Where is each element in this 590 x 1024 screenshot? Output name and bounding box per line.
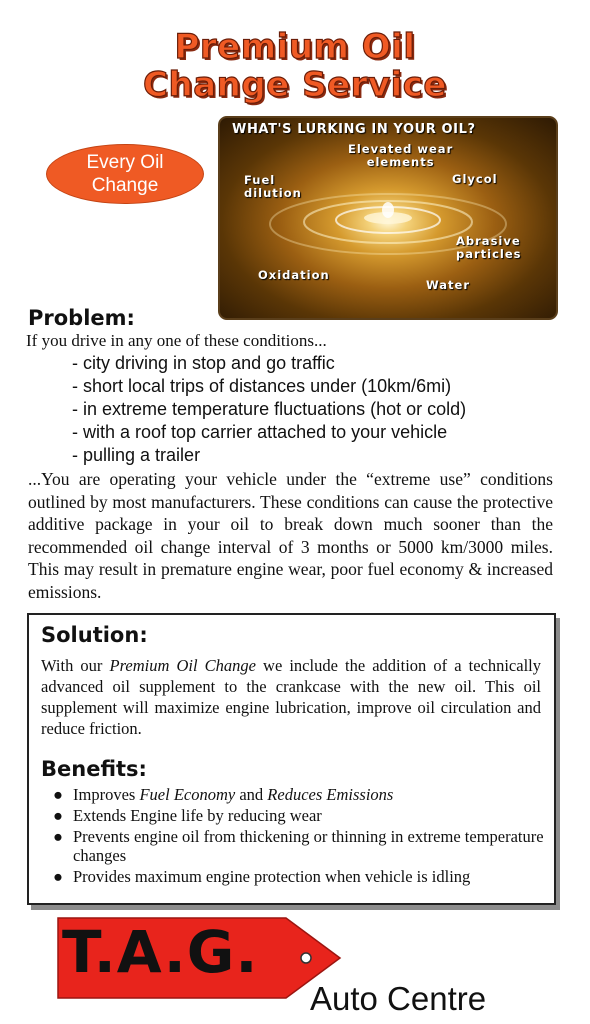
bullet-icon: ●: [53, 867, 63, 886]
oil-image-header: WHAT'S LURKING IN YOUR OIL?: [232, 122, 476, 137]
badge-line-2: Change: [91, 175, 159, 196]
title-line-1: Premium Oil: [174, 27, 416, 67]
label-oxidation: Oxidation: [258, 268, 330, 282]
page-title: [0, 28, 590, 104]
label-water: Water: [426, 278, 471, 292]
list-item: ● Prevents engine oil from thickening or thinning in extreme temperature changes: [53, 827, 544, 865]
oil-contaminants-image: [218, 116, 558, 320]
badge-line-1: Every Oil: [86, 152, 164, 173]
list-item: - city driving in stop and go traffic: [72, 353, 335, 373]
auto-centre-label: Auto Centre: [310, 980, 487, 1017]
list-item: ● Improves Fuel Economy and Reduces Emissions: [53, 785, 394, 804]
tag-logo-text: T.A.G.: [62, 918, 259, 986]
solution-heading: Solution:: [41, 623, 148, 647]
list-item: ● Extends Engine life by reducing wear: [53, 806, 322, 825]
bullet-icon: ●: [53, 785, 63, 804]
title-line-2: Change Service: [143, 65, 447, 105]
benefits-list: [53, 785, 549, 888]
label-fuel-dilution: Fuel dilution: [244, 173, 302, 200]
problem-heading: Problem:: [28, 306, 135, 330]
solution-paragraph: With our Premium Oil Change we include the addition of a technically advanced oil supplement to the crankcase with the new oil. This oil supplement will maximize engine lubrication, improve oil circulation and reduce friction.: [41, 656, 541, 738]
label-glycol: Glycol: [452, 172, 498, 186]
conditions-list: [72, 352, 466, 467]
benefits-heading: Benefits:: [41, 757, 147, 781]
list-item: ● Provides maximum engine protection when vehicle is idling: [53, 867, 471, 886]
list-item: - in extreme temperature fluctuations (hot or cold): [72, 399, 467, 419]
list-item: - short local trips of distances under (10km/6mi): [72, 376, 452, 396]
problem-intro: If you drive in any one of these conditions...: [26, 331, 327, 350]
problem-paragraph: ...You are operating your vehicle under the “extreme use” conditions outlined by most manufacturers. These conditions can cause the protective additive package in your oil to break down much sooner than the recommended oil change interval of 3 months or 5000 km/3000 miles. This may result in premature engine wear, poor fuel economy & increased emissions.: [28, 469, 553, 602]
label-abrasive-particles: Abrasive particles: [456, 234, 522, 261]
solution-box: [27, 613, 556, 905]
bullet-icon: ●: [53, 806, 63, 825]
list-item: - with a roof top carrier attached to your vehicle: [72, 422, 448, 442]
list-item: - pulling a trailer: [72, 445, 201, 465]
label-elevated-wear: Elevated wear elements: [348, 142, 454, 169]
every-oil-change-badge: [46, 144, 204, 204]
bullet-icon: ●: [53, 827, 63, 846]
